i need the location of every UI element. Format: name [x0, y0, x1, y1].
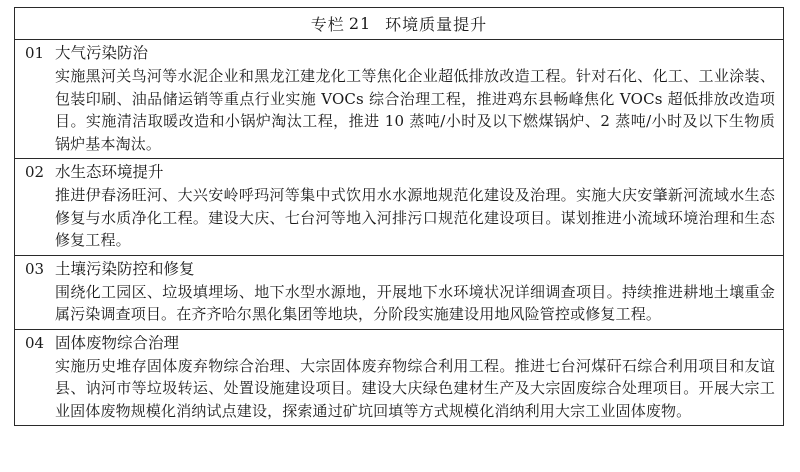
section-04 — [15, 330, 783, 426]
section-heading: 水生态环境提升 — [55, 163, 164, 181]
section-text: 围绕化工园区、垃圾填埋场、地下水型水源地，开展地下水环境状况详细调查项目。持续推进耕地土壤重金属污染调查项目。在齐齐哈尔黑化集团等地块，分阶段实施建设用地风险管控或修复工程。 — [55, 282, 775, 323]
section-heading: 大气污染防治 — [55, 44, 149, 62]
column-prefix: 专栏 — [310, 15, 345, 34]
section-02 — [15, 159, 783, 256]
section-heading: 固体废物综合治理 — [55, 333, 180, 352]
section-03 — [15, 256, 783, 330]
section-text: 实施历史堆存固体废弃物综合治理、大宗固体废弃物综合利用工程。推进七台河煤矸石综合利用项目和友谊县、讷河市等垃圾转运、处置设施建设项目。建设大庆绿色建材生产及大宗固废综合处理项目。开展大宗工业固体废物规模化消纳试点建设，探索通过矿坑回填等方式规模化消纳利用大宗工业固体废物。 — [55, 356, 775, 420]
column-title-text: 环境质量提升 — [385, 15, 488, 34]
column-number: 21 — [348, 14, 372, 33]
section-text: 实施黑河关鸟河等水泥企业和黑龙江建龙化工等焦化企业超低排放改造工程。针对石化、化工、工业涂装、包装印刷、油品储运销等重点行业实施 VOCs 综合治理工程，推进鸡东县畅峰焦化 VOCs 超低排放改造项目。实施清洁取暖改造和小锅炉淘汰工程，推进 10 蒸吨/小时及以下燃煤锅炉、2 蒸吨/小时及以下生物质锅炉基本淘汰。 — [55, 67, 775, 153]
section-heading: 土壤污染防控和修复 — [55, 259, 195, 278]
column-title — [15, 8, 783, 40]
section-number: 01 — [25, 44, 45, 62]
column-box — [14, 7, 784, 426]
section-number: 02 — [25, 163, 45, 181]
section-text: 推进伊春汤旺河、大兴安岭呼玛河等集中式饮用水水源地规范化建设及治理。实施大庆安肇新河流域水生态修复与水质净化工程。建设大庆、七台河等地入河排污口规范化建设项目。谋划推进小流域环境治理和生态修复工程。 — [55, 186, 775, 249]
section-01 — [15, 40, 783, 159]
section-number: 04 — [25, 333, 45, 352]
section-number: 03 — [25, 259, 45, 278]
